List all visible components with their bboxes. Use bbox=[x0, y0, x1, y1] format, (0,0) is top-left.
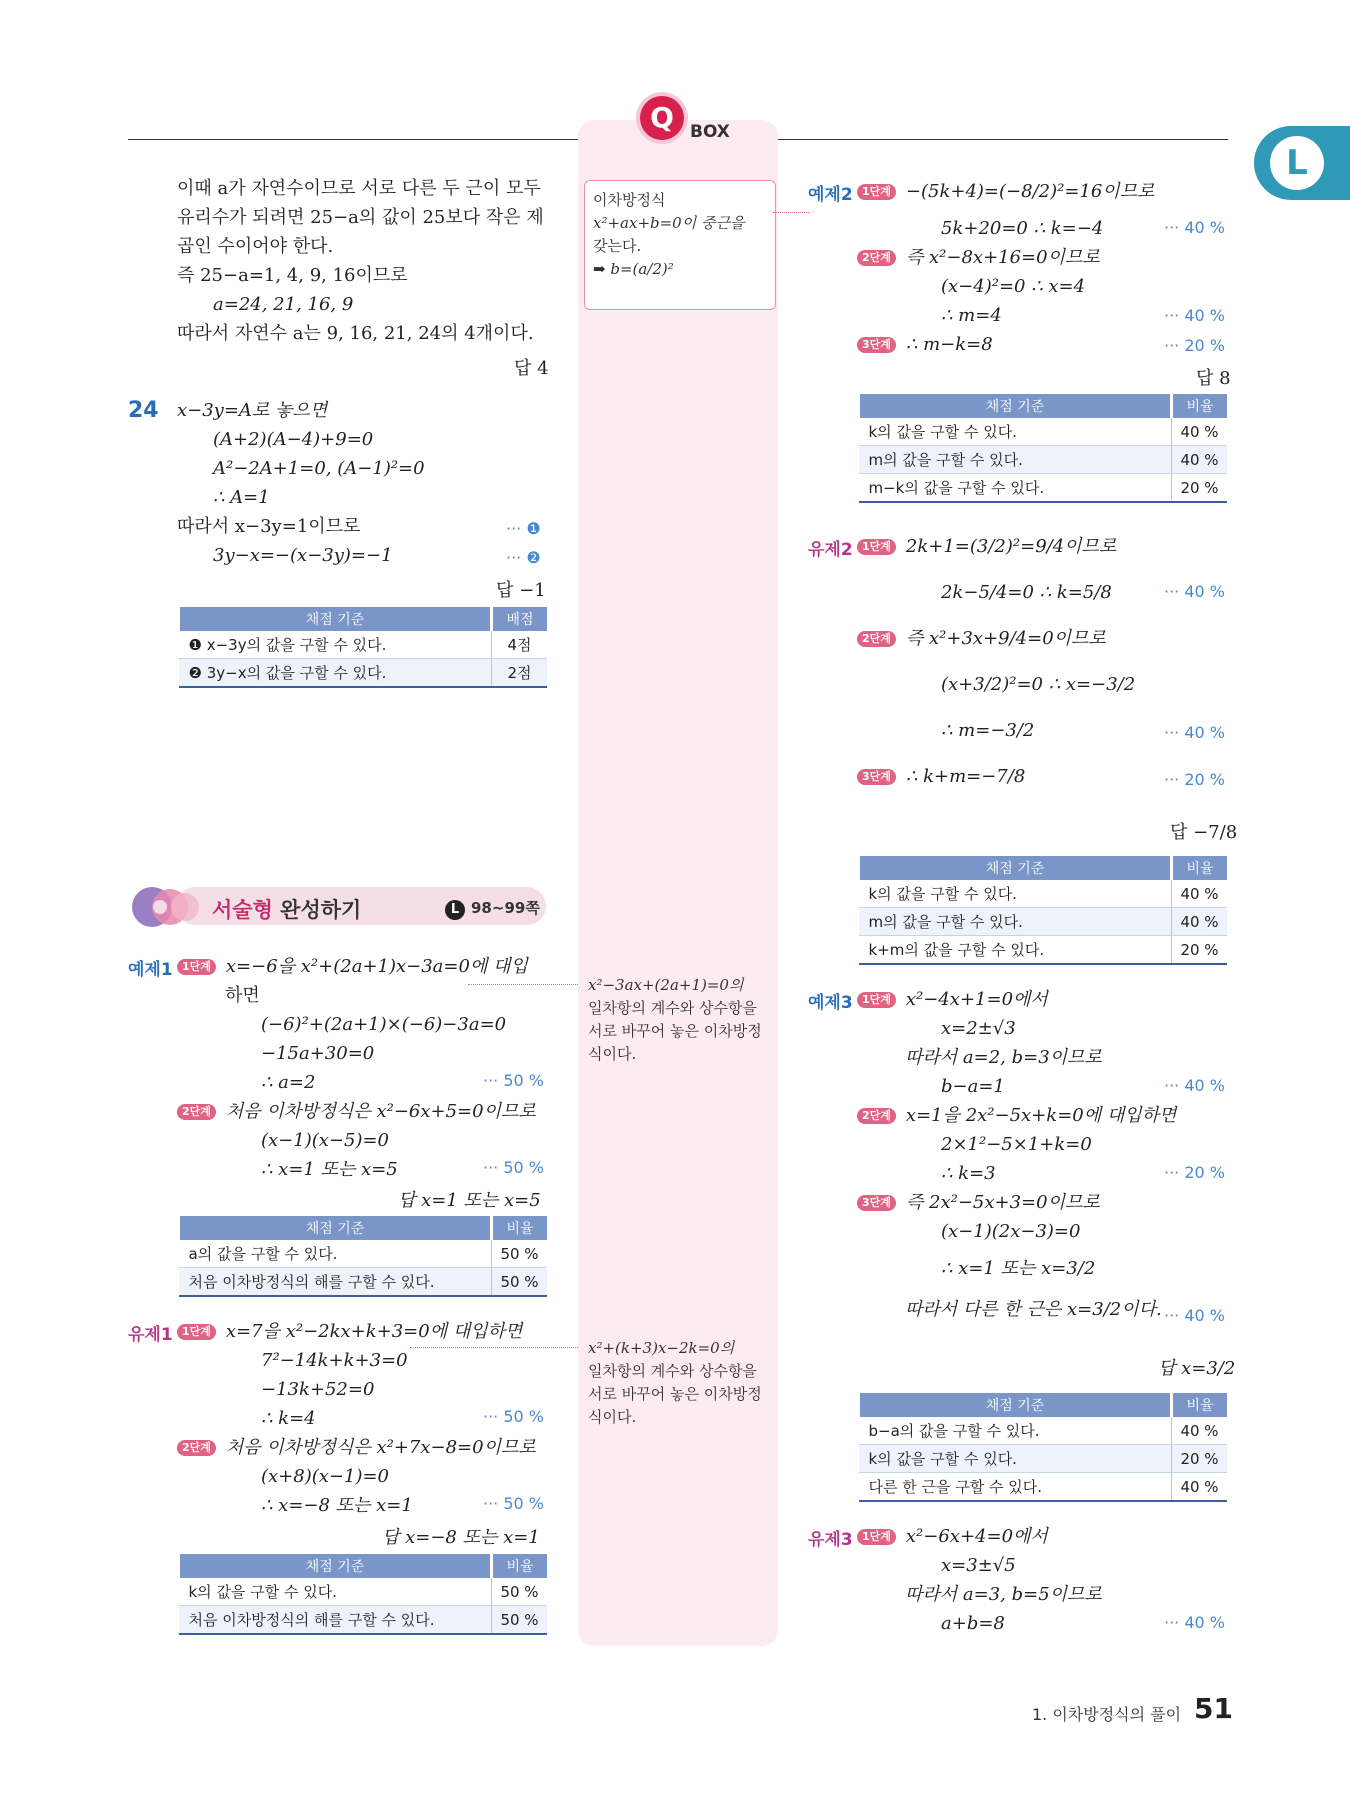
ex3-line: 따라서 a=2, b=3이므로 bbox=[905, 1047, 1102, 1068]
yu2-text: 즉 x²+3x+9/4=0이므로 bbox=[905, 628, 1106, 649]
step-1-tag: 1단계 bbox=[177, 1324, 216, 1340]
ex3-answer: 답 x=3/2 bbox=[1158, 1358, 1236, 1379]
table-cell: 50 % bbox=[492, 1606, 548, 1635]
yu3-label: 유제3 bbox=[808, 1530, 853, 1550]
intro-line: 이때 a가 자연수이므로 서로 다른 두 근이 모두 bbox=[177, 178, 541, 199]
intro-block bbox=[177, 174, 544, 348]
note-line: 일차항의 계수와 상수항을 bbox=[588, 999, 757, 1017]
chapter-side-tab bbox=[1254, 126, 1350, 200]
ex1-line bbox=[177, 1097, 536, 1126]
ex1-answer: 답 x=1 또는 x=5 bbox=[398, 1190, 541, 1211]
yu1-line: ∴ x=−8 또는 x=1 bbox=[261, 1495, 413, 1516]
ex1-text: x=−6을 x²+(2a+1)x−3a=0에 대입 bbox=[225, 956, 528, 977]
ex3-pct-2: ··· 20 % bbox=[1164, 1163, 1225, 1182]
ex2-pct-2: ··· 40 % bbox=[1164, 306, 1225, 325]
table-header: 비율 bbox=[1172, 394, 1228, 418]
ex1-score-table bbox=[177, 1216, 547, 1297]
ex3-pct-1: ··· 40 % bbox=[1164, 1076, 1225, 1095]
ex1-line: (x−1)(x−5)=0 bbox=[261, 1130, 389, 1151]
ex3-body bbox=[857, 985, 1176, 1324]
table-cell: m의 값을 구할 수 있다. bbox=[859, 446, 1172, 474]
table-header: 배점 bbox=[492, 607, 548, 631]
p24-line: ∴ A=1 bbox=[213, 487, 270, 508]
yu1-line bbox=[177, 1317, 536, 1346]
p24-line: A²−2A+1=0, (A−1)²=0 bbox=[213, 458, 425, 479]
yu1-line: ∴ k=4 bbox=[261, 1408, 316, 1429]
yu1-line bbox=[177, 1433, 536, 1462]
footer-chapter: 1. 이차방정식의 풀이 bbox=[1032, 1705, 1182, 1724]
note-line: 식이다. bbox=[588, 1045, 637, 1063]
ex2-text: 즉 x²−8x+16=0이므로 bbox=[905, 247, 1100, 268]
ex2-line: 5k+20=0 ∴ k=−4 bbox=[941, 218, 1104, 239]
p24-line: x−3y=A로 놓으면 bbox=[177, 400, 328, 421]
table-cell: k의 값을 구할 수 있다. bbox=[859, 418, 1172, 446]
yu2-line bbox=[857, 532, 1135, 561]
ex1-line: ∴ x=1 또는 x=5 bbox=[261, 1159, 398, 1180]
table-cell: m의 값을 구할 수 있다. bbox=[859, 908, 1172, 936]
ex2-line bbox=[857, 177, 1154, 206]
table-cell: 처음 이차방정식의 해를 구할 수 있다. bbox=[179, 1268, 492, 1297]
intro-line: 즉 25−a=1, 4, 9, 16이므로 bbox=[177, 265, 408, 286]
ex2-line bbox=[857, 330, 1154, 359]
step-1-tag: 1단계 bbox=[857, 539, 896, 555]
yu1-answer: 답 x=−8 또는 x=1 bbox=[382, 1527, 540, 1548]
yu2-answer: 답 −7/8 bbox=[1170, 822, 1238, 843]
table-cell: 50 % bbox=[492, 1268, 548, 1297]
ex2-line bbox=[857, 243, 1154, 272]
table-header: 비율 bbox=[492, 1554, 548, 1578]
intro-line: 곱인 수이어야 한다. bbox=[177, 236, 334, 257]
table-cell: ❶ x−3y의 값을 구할 수 있다. bbox=[179, 631, 492, 659]
ex3-line bbox=[857, 1101, 1176, 1130]
ex1-line bbox=[177, 952, 536, 981]
ex2-text: −(5k+4)=(−8/2)²=16이므로 bbox=[905, 181, 1155, 202]
ex1-pct-1: ··· 50 % bbox=[483, 1071, 544, 1090]
lesson-icon: L bbox=[445, 900, 465, 920]
table-cell: 40 % bbox=[1172, 1473, 1228, 1502]
note-line: 이차방정식 bbox=[593, 191, 666, 209]
yu2-pct-3: ··· 20 % bbox=[1164, 770, 1225, 789]
ex1-line: −15a+30=0 bbox=[261, 1043, 375, 1064]
banner-circles-icon bbox=[130, 882, 204, 932]
qbox-q-icon: Q bbox=[640, 96, 684, 140]
table-cell: k+m의 값을 구할 수 있다. bbox=[859, 936, 1172, 965]
yu2-pct-2: ··· 40 % bbox=[1164, 723, 1225, 742]
table-cell: 40 % bbox=[1172, 880, 1228, 908]
yu1-text: x=7을 x²−2kx+k+3=0에 대입하면 bbox=[225, 1321, 523, 1342]
intro-line: 유리수가 되려면 25−a의 값이 25보다 작은 제 bbox=[177, 207, 544, 228]
table-cell: 다른 한 근을 구할 수 있다. bbox=[859, 1473, 1172, 1502]
note-line: x²−3ax+(2a+1)=0의 bbox=[588, 976, 744, 994]
ex3-line: 2×1²−5×1+k=0 bbox=[941, 1134, 1092, 1155]
ex1-body bbox=[177, 952, 536, 1184]
table-cell: 20 % bbox=[1172, 474, 1228, 503]
table-cell: 40 % bbox=[1172, 446, 1228, 474]
yu3-line bbox=[857, 1522, 1102, 1551]
yu2-text: ∴ k+m=−7/8 bbox=[905, 766, 1026, 787]
step-1-tag: 1단계 bbox=[857, 992, 896, 1008]
intro-line: 따라서 자연수 a는 9, 16, 21, 24의 4개이다. bbox=[177, 323, 534, 344]
note-line: ➡ b=(a/2)² bbox=[593, 260, 674, 278]
p24-line: (A+2)(A−4)+9=0 bbox=[213, 429, 374, 450]
yu1-line: (x+8)(x−1)=0 bbox=[261, 1466, 389, 1487]
note-line: x²+ax+b=0이 중근을 bbox=[593, 214, 745, 232]
table-cell: ❷ 3y−x의 값을 구할 수 있다. bbox=[179, 659, 492, 688]
p24-line: 3y−x=−(x−3y)=−1 bbox=[213, 545, 393, 566]
p24-answer: 답 −1 bbox=[496, 580, 546, 601]
table-cell: 40 % bbox=[1172, 908, 1228, 936]
step-1-tag: 1단계 bbox=[857, 184, 896, 200]
banner-ref bbox=[445, 897, 540, 920]
yu3-line: x=3±√5 bbox=[941, 1555, 1016, 1576]
table-cell: k의 값을 구할 수 있다. bbox=[859, 880, 1172, 908]
intro-answer: 답 4 bbox=[514, 358, 549, 379]
yu2-line: ∴ m=−3/2 bbox=[941, 720, 1035, 741]
step-2-tag: 2단계 bbox=[177, 1440, 216, 1456]
table-header: 비율 bbox=[1172, 856, 1228, 880]
yu1-score-table bbox=[177, 1554, 547, 1635]
yu2-line: (x+3/2)²=0 ∴ x=−3/2 bbox=[941, 674, 1136, 695]
step-2-tag: 2단계 bbox=[857, 1108, 896, 1124]
ex3-line: 따라서 다른 한 근은 x=3/2이다. bbox=[905, 1299, 1162, 1320]
table-cell: k의 값을 구할 수 있다. bbox=[179, 1578, 492, 1606]
ex1-line: 하면 bbox=[225, 985, 260, 1006]
step-2-tag: 2단계 bbox=[177, 1104, 216, 1120]
yu2-line bbox=[857, 624, 1135, 653]
table-cell: a의 값을 구할 수 있다. bbox=[179, 1240, 492, 1268]
note-line: 서로 바꾸어 놓은 이차방정 bbox=[588, 1022, 762, 1040]
ex3-line: (x−1)(2x−3)=0 bbox=[941, 1221, 1081, 1242]
yu2-pct-1: ··· 40 % bbox=[1164, 582, 1225, 601]
qbox-note-1-text bbox=[593, 189, 744, 281]
p24-line: 따라서 x−3y=1이므로 bbox=[177, 516, 361, 537]
ex3-line: ∴ x=1 또는 x=3/2 bbox=[941, 1258, 1096, 1279]
step-2-tag: 2단계 bbox=[857, 250, 896, 266]
ex1-line: (−6)²+(2a+1)×(−6)−3a=0 bbox=[261, 1014, 507, 1035]
step-1-tag: 1단계 bbox=[177, 959, 216, 975]
table-header: 비율 bbox=[1172, 1393, 1228, 1417]
yu1-text: 처음 이차방정식은 x²+7x−8=0이므로 bbox=[225, 1437, 536, 1458]
yu1-line: −13k+52=0 bbox=[261, 1379, 375, 1400]
yu1-body bbox=[177, 1317, 536, 1520]
problem-24-body bbox=[177, 396, 425, 570]
table-header: 채점 기준 bbox=[179, 1554, 492, 1578]
p24-mark-1: ··· ❶ bbox=[506, 519, 541, 538]
table-cell: 4점 bbox=[492, 631, 548, 659]
banner-title-a: 서술형 bbox=[212, 898, 273, 922]
top-rule-left bbox=[128, 139, 578, 140]
note-line: 서로 바꾸어 놓은 이차방정 bbox=[588, 1385, 762, 1403]
ex2-text: ∴ m−k=8 bbox=[905, 334, 993, 355]
step-1-tag: 1단계 bbox=[857, 1529, 896, 1545]
ex2-label: 예제2 bbox=[808, 185, 853, 205]
note-line: 갖는다. bbox=[593, 237, 642, 255]
yu1-line: 7²−14k+k+3=0 bbox=[261, 1350, 408, 1371]
qbox-label: BOX bbox=[690, 122, 730, 142]
note-line: x²+(k+3)x−2k=0의 bbox=[588, 1339, 735, 1357]
table-header: 채점 기준 bbox=[859, 394, 1172, 418]
ex2-line: ∴ m=4 bbox=[941, 305, 1002, 326]
chapter-letter-icon: L bbox=[1270, 136, 1324, 190]
ex3-line: x=2±√3 bbox=[941, 1018, 1016, 1039]
ex1-line: ∴ a=2 bbox=[261, 1072, 316, 1093]
table-cell: 20 % bbox=[1172, 936, 1228, 965]
ex2-pct-1: ··· 40 % bbox=[1164, 218, 1225, 237]
table-cell: 처음 이차방정식의 해를 구할 수 있다. bbox=[179, 1606, 492, 1635]
yu1-pct-1: ··· 50 % bbox=[483, 1407, 544, 1426]
ex3-text: x=1을 2x²−5x+k=0에 대입하면 bbox=[905, 1105, 1177, 1126]
step-2-tag: 2단계 bbox=[857, 631, 896, 647]
yu2-body bbox=[857, 532, 1135, 791]
top-rule-right bbox=[778, 139, 1228, 140]
note-line: 일차항의 계수와 상수항을 bbox=[588, 1362, 757, 1380]
ex2-score-table bbox=[857, 394, 1227, 503]
ex1-text: 처음 이차방정식은 x²−6x+5=0이므로 bbox=[225, 1101, 536, 1122]
table-cell: 50 % bbox=[492, 1240, 548, 1268]
yu3-text: x²−6x+4=0에서 bbox=[905, 1526, 1048, 1547]
ex3-score-table bbox=[857, 1393, 1227, 1502]
yu1-label: 유제1 bbox=[128, 1325, 173, 1345]
ex2-body bbox=[857, 177, 1154, 359]
table-cell: 40 % bbox=[1172, 1417, 1228, 1445]
table-cell: m−k의 값을 구할 수 있다. bbox=[859, 474, 1172, 503]
table-cell: 20 % bbox=[1172, 1445, 1228, 1473]
ex3-text: 즉 2x²−5x+3=0이므로 bbox=[905, 1192, 1100, 1213]
ex3-line bbox=[857, 1188, 1176, 1217]
ex2-line: (x−4)²=0 ∴ x=4 bbox=[941, 276, 1086, 297]
yu2-line: 2k−5/4=0 ∴ k=5/8 bbox=[941, 582, 1112, 603]
note-line: 식이다. bbox=[588, 1408, 637, 1426]
table-header: 채점 기준 bbox=[859, 856, 1172, 880]
table-cell: 50 % bbox=[492, 1578, 548, 1606]
yu1-pct-2: ··· 50 % bbox=[483, 1494, 544, 1513]
yu3-line: 따라서 a=3, b=5이므로 bbox=[905, 1584, 1102, 1605]
yu2-text: 2k+1=(3/2)²=9/4이므로 bbox=[905, 536, 1117, 557]
page-number: 51 bbox=[1194, 1692, 1233, 1725]
yu2-score-table bbox=[857, 856, 1227, 965]
ex3-text: x²−4x+1=0에서 bbox=[905, 989, 1048, 1010]
qbox-note-1 bbox=[584, 180, 776, 310]
step-3-tag: 3단계 bbox=[857, 337, 896, 353]
ex2-answer: 답 8 bbox=[1196, 368, 1231, 389]
table-header: 채점 기준 bbox=[859, 1393, 1172, 1417]
ex3-line bbox=[857, 985, 1176, 1014]
step-3-tag: 3단계 bbox=[857, 769, 896, 785]
yu2-line bbox=[857, 762, 1135, 791]
ex2-pct-3: ··· 20 % bbox=[1164, 336, 1225, 355]
banner-title bbox=[212, 894, 361, 924]
table-cell: b−a의 값을 구할 수 있다. bbox=[859, 1417, 1172, 1445]
ex3-pct-3: ··· 40 % bbox=[1164, 1306, 1225, 1325]
p24-score-table bbox=[177, 607, 547, 688]
table-header: 채점 기준 bbox=[179, 1216, 492, 1240]
qbox-note-3 bbox=[588, 1337, 762, 1429]
banner-title-b: 완성하기 bbox=[272, 898, 362, 922]
yu3-pct-1: ··· 40 % bbox=[1164, 1613, 1225, 1632]
table-header: 비율 bbox=[492, 1216, 548, 1240]
ex3-line: ∴ k=3 bbox=[941, 1163, 996, 1184]
qbox-note-2 bbox=[588, 974, 762, 1066]
ex3-label: 예제3 bbox=[808, 993, 853, 1013]
p24-mark-2: ··· ❷ bbox=[506, 548, 541, 567]
yu3-body bbox=[857, 1522, 1102, 1638]
table-cell: 40 % bbox=[1172, 418, 1228, 446]
banner-ref-text: 98~99쪽 bbox=[471, 899, 540, 917]
table-cell: 2점 bbox=[492, 659, 548, 688]
table-header: 채점 기준 bbox=[179, 607, 492, 631]
ex1-label: 예제1 bbox=[128, 960, 173, 980]
ex1-pct-2: ··· 50 % bbox=[483, 1158, 544, 1177]
step-3-tag: 3단계 bbox=[857, 1195, 896, 1211]
table-cell: k의 값을 구할 수 있다. bbox=[859, 1445, 1172, 1473]
ex3-line: b−a=1 bbox=[941, 1076, 1005, 1097]
qbox-note-1-connector bbox=[773, 212, 809, 213]
intro-line: a=24, 21, 16, 9 bbox=[213, 294, 354, 315]
yu2-label: 유제2 bbox=[808, 540, 853, 560]
yu3-line: a+b=8 bbox=[941, 1613, 1005, 1634]
problem-24-number: 24 bbox=[128, 398, 159, 423]
